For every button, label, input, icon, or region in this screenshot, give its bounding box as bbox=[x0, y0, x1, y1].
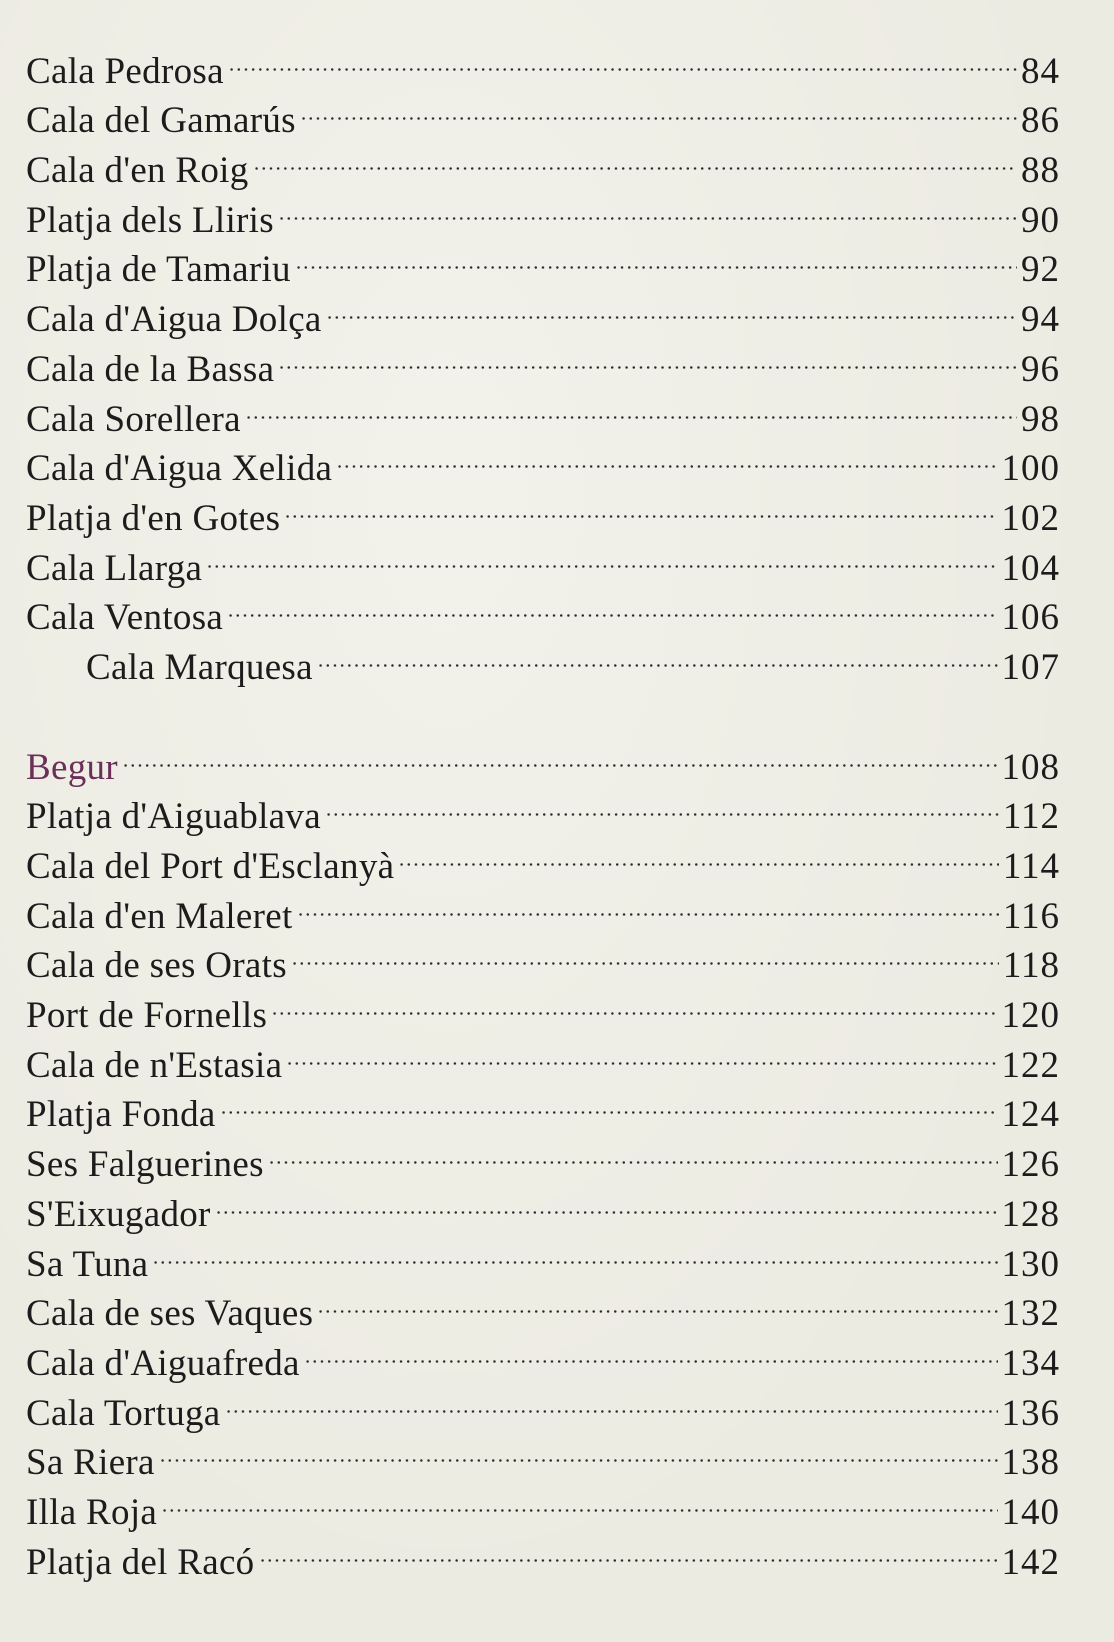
page-number: 84 bbox=[1021, 50, 1060, 92]
page-number: 134 bbox=[1001, 1342, 1060, 1384]
page-number: 124 bbox=[1001, 1094, 1060, 1136]
entry-title: Cala Marquesa bbox=[86, 646, 313, 688]
page-number: 102 bbox=[1001, 497, 1060, 539]
page-number: 126 bbox=[1001, 1144, 1060, 1186]
entry-title: Cala Tortuga bbox=[26, 1392, 221, 1434]
page-number: 132 bbox=[1001, 1293, 1060, 1335]
dot-leader bbox=[336, 431, 997, 481]
page-number: 86 bbox=[1021, 100, 1060, 142]
entry-title: Cala de n'Estasia bbox=[26, 1044, 283, 1086]
toc-entry bbox=[26, 1226, 1060, 1285]
page-number: 98 bbox=[1021, 398, 1060, 440]
page-number: 108 bbox=[1001, 746, 1060, 788]
page-number: 88 bbox=[1021, 150, 1060, 192]
toc-entry bbox=[26, 33, 1060, 92]
dot-leader bbox=[297, 878, 999, 928]
toc-entry bbox=[26, 1425, 1060, 1484]
entry-title: Cala de la Bassa bbox=[26, 348, 275, 390]
entry-title: Cala Sorellera bbox=[26, 398, 241, 440]
page-number: 104 bbox=[1001, 547, 1060, 589]
page-number: 112 bbox=[1002, 796, 1060, 838]
dot-leader bbox=[227, 580, 997, 630]
toc-entry bbox=[26, 779, 1060, 838]
entry-title: Sa Tuna bbox=[26, 1243, 149, 1285]
dot-leader bbox=[152, 1226, 997, 1276]
entry-title: Platja de Tamariu bbox=[26, 249, 291, 291]
entry-title: Ses Falguerines bbox=[26, 1144, 264, 1186]
dot-leader bbox=[300, 83, 1017, 133]
page-number: 140 bbox=[1001, 1491, 1060, 1533]
page-number: 116 bbox=[1002, 895, 1060, 937]
page-number: 92 bbox=[1021, 249, 1060, 291]
dot-leader bbox=[159, 1425, 998, 1475]
page-number: 100 bbox=[1001, 448, 1060, 490]
dot-leader bbox=[245, 381, 1017, 431]
dot-leader bbox=[278, 331, 1017, 381]
dot-leader bbox=[268, 1126, 998, 1176]
entry-title: Cala del Gamarús bbox=[26, 100, 296, 142]
dot-leader bbox=[161, 1474, 997, 1524]
dot-leader bbox=[220, 1077, 998, 1127]
entry-title: Port de Fornells bbox=[26, 995, 268, 1037]
page-number: 96 bbox=[1021, 348, 1060, 390]
toc-entry bbox=[26, 1524, 1060, 1583]
dot-leader bbox=[398, 828, 999, 878]
dot-leader bbox=[278, 182, 1017, 232]
toc-heading-row bbox=[26, 729, 1060, 788]
page-number: 114 bbox=[1002, 846, 1060, 887]
entry-title: Platja d'en Gotes bbox=[26, 497, 281, 539]
entry-title: Cala d'en Roig bbox=[26, 150, 249, 192]
toc-entry bbox=[26, 1276, 1060, 1335]
dot-leader bbox=[286, 1027, 997, 1077]
entry-title: Illa Roja bbox=[26, 1491, 158, 1533]
dot-leader bbox=[326, 281, 1017, 331]
page-number: 90 bbox=[1021, 199, 1060, 241]
page-number: 130 bbox=[1001, 1243, 1060, 1285]
page-number: 136 bbox=[1001, 1392, 1060, 1434]
table-of-contents bbox=[26, 33, 1060, 1583]
toc-section bbox=[26, 33, 1060, 688]
dot-leader bbox=[122, 729, 998, 779]
dot-leader bbox=[295, 232, 1017, 282]
page-number: 107 bbox=[1001, 646, 1060, 688]
dot-leader bbox=[215, 1176, 998, 1226]
page-number: 94 bbox=[1021, 299, 1060, 341]
page-number: 118 bbox=[1002, 945, 1060, 987]
entry-title: Cala Ventosa bbox=[26, 597, 224, 639]
entry-title: Platja d'Aiguablava bbox=[26, 796, 321, 838]
dot-leader bbox=[259, 1524, 998, 1574]
entry-title: Platja dels Lliris bbox=[26, 199, 274, 241]
entry-title: Cala del Port d'Esclanyà bbox=[26, 846, 395, 887]
entry-title: Sa Riera bbox=[26, 1442, 155, 1484]
entry-title: Cala d'en Maleret bbox=[26, 895, 293, 937]
entry-title: Cala de ses Vaques bbox=[26, 1293, 314, 1335]
entry-title: Cala d'Aiguafreda bbox=[26, 1342, 300, 1384]
dot-leader bbox=[325, 779, 999, 829]
page-number: 142 bbox=[1001, 1541, 1060, 1583]
toc-entry bbox=[26, 1474, 1060, 1533]
entry-title: Cala Pedrosa bbox=[26, 50, 224, 92]
page-number: 106 bbox=[1001, 597, 1060, 639]
dot-leader bbox=[225, 1375, 998, 1425]
toc-section bbox=[26, 729, 1060, 1583]
entry-title: Platja del Racó bbox=[26, 1541, 255, 1583]
page-number: 128 bbox=[1001, 1193, 1060, 1235]
entry-title: S'Eixugador bbox=[26, 1193, 211, 1235]
dot-leader bbox=[253, 132, 1017, 182]
entry-title: Cala d'Aigua Xelida bbox=[26, 448, 333, 490]
entry-title: Platja Fonda bbox=[26, 1094, 216, 1136]
page-number: 122 bbox=[1001, 1044, 1060, 1086]
dot-leader bbox=[317, 629, 998, 679]
dot-leader bbox=[271, 977, 997, 1027]
dot-leader bbox=[317, 1276, 997, 1326]
dot-leader bbox=[228, 33, 1017, 83]
dot-leader bbox=[206, 530, 997, 580]
dot-leader bbox=[284, 480, 997, 530]
page-number: 138 bbox=[1001, 1442, 1060, 1484]
page-number: 120 bbox=[1001, 995, 1060, 1037]
section-heading: Begur bbox=[26, 746, 118, 788]
entry-title: Cala de ses Orats bbox=[26, 945, 287, 987]
dot-leader bbox=[304, 1325, 998, 1375]
dot-leader bbox=[291, 928, 999, 978]
entry-title: Cala Llarga bbox=[26, 547, 203, 589]
entry-title: Cala d'Aigua Dolça bbox=[26, 299, 322, 341]
